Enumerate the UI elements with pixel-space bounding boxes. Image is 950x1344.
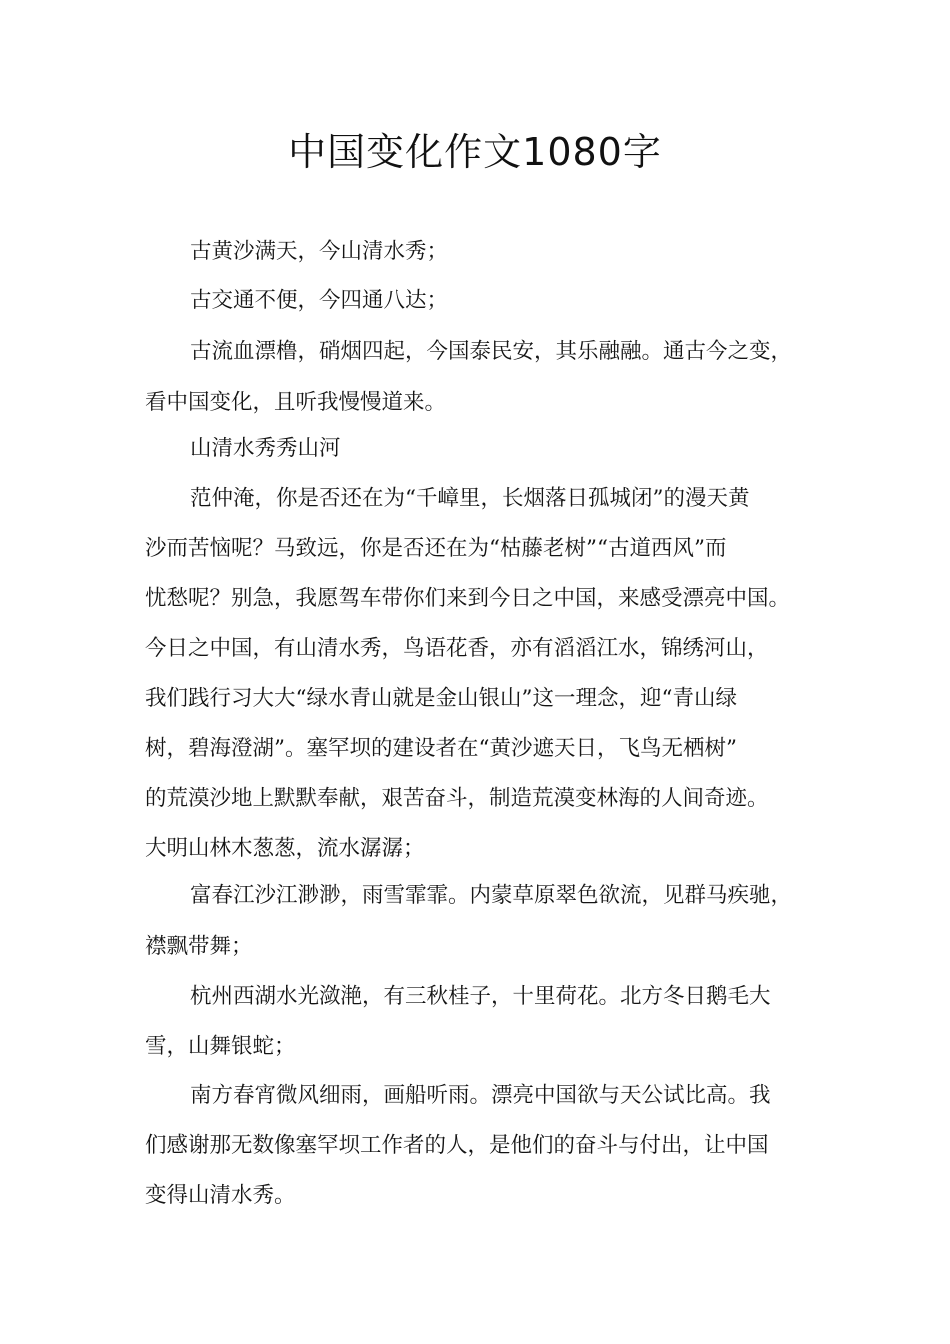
text-line: 变得山清水秀。 <box>145 1183 296 1208</box>
text-line: 襟飘带舞； <box>145 934 253 959</box>
text-line: 古流血漂橹，硝烟四起，今国泰民安，其乐融融。通古今之变， <box>190 339 793 364</box>
text-line: 树，碧海澄湖”。塞罕坝的建设者在“黄沙遮天日，飞鸟无栖树” <box>145 736 737 761</box>
text-line: 古黄沙满天，今山清水秀； <box>190 239 449 264</box>
section-heading: 山清水秀秀山河 <box>190 436 341 461</box>
text-line: 沙而苦恼呢？马致远，你是否还在为“枯藤老树”“古道西风”而 <box>145 536 727 561</box>
text-line: 的荒漠沙地上默默奉献，艰苦奋斗，制造荒漠变林海的人间奇迹。 <box>145 786 769 811</box>
document-title: 中国变化作文1080字 <box>288 130 662 174</box>
text-line: 我们践行习大大“绿水青山就是金山银山”这一理念，迎“青山绿 <box>145 686 737 711</box>
text-line: 忧愁呢？别急，我愿驾车带你们来到今日之中国，来感受漂亮中国。 <box>145 586 791 611</box>
text-line: 南方春宵微风细雨，画船听雨。漂亮中国欲与天公试比高。我 <box>190 1083 771 1108</box>
text-line: 范仲淹，你是否还在为“千嶂里，长烟落日孤城闭”的漫天黄 <box>190 486 750 511</box>
text-line: 们感谢那无数像塞罕坝工作者的人，是他们的奋斗与付出，让中国 <box>145 1133 769 1158</box>
text-line: 杭州西湖水光潋滟，有三秋桂子，十里荷花。北方冬日鹅毛大 <box>190 984 771 1009</box>
text-line: 雪，山舞银蛇； <box>145 1034 296 1059</box>
text-line: 今日之中国，有山清水秀，鸟语花香，亦有滔滔江水，锦绣河山， <box>145 636 769 661</box>
text-line: 古交通不便，今四通八达； <box>190 288 449 313</box>
text-line: 富春江沙江渺渺，雨雪霏霏。内蒙草原翠色欲流，见群马疾驰， <box>190 883 793 908</box>
text-line: 大明山林木葱葱，流水潺潺； <box>145 836 425 861</box>
text-line: 看中国变化，且听我慢慢道来。 <box>145 390 447 415</box>
